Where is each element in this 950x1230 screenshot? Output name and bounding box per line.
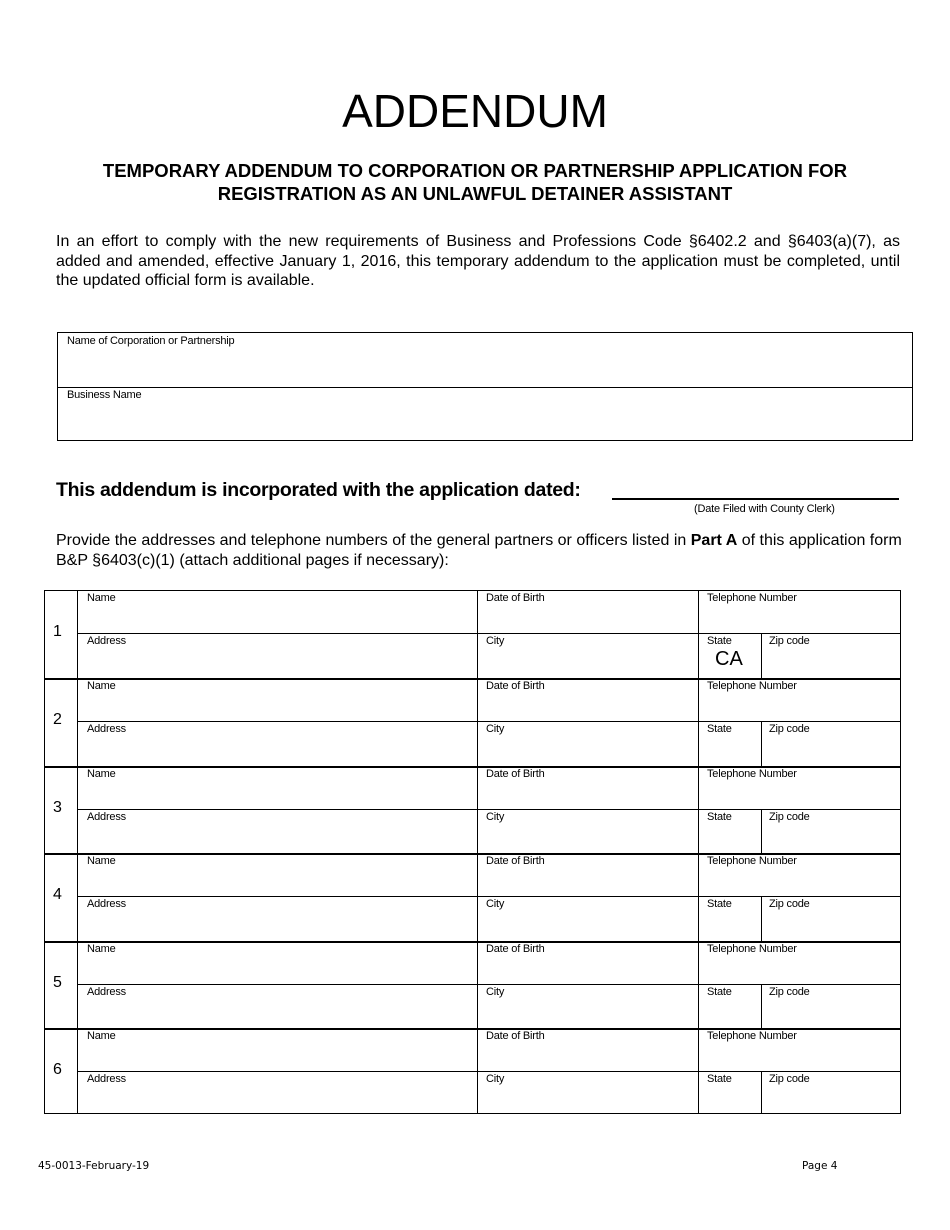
entry-col-divider [698, 1029, 699, 1113]
address-field[interactable]: Address [87, 635, 126, 647]
entry-number-cell [45, 591, 78, 679]
entry-number: 6 [53, 1061, 62, 1078]
address-field[interactable]: Address [87, 811, 126, 823]
address-field[interactable]: Address [87, 1073, 126, 1085]
date-of-birth-field[interactable]: Date of Birth [486, 768, 545, 780]
name-field[interactable]: Name [87, 1030, 116, 1042]
address-field[interactable]: Address [87, 898, 126, 910]
corporation-info-box [57, 332, 913, 441]
zip-code-field[interactable]: Zip code [769, 811, 810, 823]
officer-entry-1 [45, 591, 900, 679]
officer-entry-3 [45, 767, 900, 854]
entry-number: 5 [53, 974, 62, 991]
telephone-field[interactable]: Telephone Number [707, 943, 797, 955]
entry-number: 4 [53, 886, 62, 903]
telephone-field[interactable]: Telephone Number [707, 592, 797, 604]
officer-entry-2 [45, 679, 900, 767]
entry-number-cell [45, 854, 78, 942]
entry-mid-divider [78, 1071, 900, 1072]
zip-code-field[interactable]: Zip code [769, 635, 810, 647]
subtitle-line-2: REGISTRATION AS AN UNLAWFUL DETAINER ASSISTANT [217, 183, 733, 204]
entry-col-divider [761, 1071, 762, 1113]
application-dated-label: This addendum is incorporated with the application dated: [56, 479, 581, 501]
corporation-box-divider [58, 387, 912, 388]
date-of-birth-field[interactable]: Date of Birth [486, 855, 545, 867]
subtitle-line-1: TEMPORARY ADDENDUM TO CORPORATION OR PARTNERSHIP APPLICATION FOR [102, 160, 848, 181]
corporation-name-label: Name of Corporation or Partnership [67, 335, 235, 347]
name-field[interactable]: Name [87, 768, 116, 780]
name-field[interactable]: Name [87, 592, 116, 604]
entry-mid-divider [78, 809, 900, 810]
date-of-birth-field[interactable]: Date of Birth [486, 1030, 545, 1042]
name-field[interactable]: Name [87, 943, 116, 955]
city-field[interactable]: City [486, 723, 505, 735]
entry-number-cell [45, 1029, 78, 1113]
instructions-paragraph [56, 531, 906, 570]
form-id: 45-0013-February-19 [38, 1160, 150, 1172]
city-field[interactable]: City [486, 811, 505, 823]
entry-col-divider [761, 633, 762, 679]
entry-number: 2 [53, 711, 62, 728]
city-field[interactable]: City [486, 1073, 505, 1085]
entry-col-divider [477, 767, 478, 854]
entry-number-cell [45, 767, 78, 854]
telephone-field[interactable]: Telephone Number [707, 768, 797, 780]
entry-col-divider [477, 1029, 478, 1113]
entry-col-divider [698, 679, 699, 767]
zip-code-field[interactable]: Zip code [769, 986, 810, 998]
entry-col-divider [761, 984, 762, 1029]
entry-col-divider [698, 591, 699, 679]
telephone-field[interactable]: Telephone Number [707, 680, 797, 692]
date-filed-caption: (Date Filed with County Clerk) [694, 503, 835, 515]
entry-col-divider [761, 809, 762, 854]
zip-code-field[interactable]: Zip code [769, 898, 810, 910]
state-field[interactable]: State [707, 898, 732, 910]
intro-paragraph: In an effort to comply with the new requirements of Business and Professions Code §6402.2 and §6403(a)(7), as added and amended, effective January 1, 2016, this temporary addendum to the application must be completed, until the updated official form is available. [56, 233, 900, 289]
telephone-field[interactable]: Telephone Number [707, 855, 797, 867]
entry-col-divider [698, 767, 699, 854]
name-field[interactable]: Name [87, 855, 116, 867]
state-field[interactable]: State [707, 1073, 732, 1085]
officer-entry-5 [45, 942, 900, 1029]
entry-col-divider [761, 896, 762, 942]
instructions-part-a: Part A [690, 532, 738, 549]
page-number: Page 4 [802, 1160, 838, 1172]
date-of-birth-field[interactable]: Date of Birth [486, 943, 545, 955]
city-field[interactable]: City [486, 635, 505, 647]
entry-mid-divider [78, 633, 900, 634]
state-value: CA [715, 648, 743, 670]
entry-number: 3 [53, 799, 62, 816]
entry-mid-divider [78, 896, 900, 897]
address-field[interactable]: Address [87, 986, 126, 998]
entry-number-cell [45, 942, 78, 1029]
instructions-text-2: of this application form B&P §6403(c)(1) (attach additional pages if necessary): [56, 532, 902, 569]
entry-col-divider [477, 854, 478, 942]
entry-col-divider [698, 854, 699, 942]
entry-mid-divider [78, 721, 900, 722]
form-subtitle [40, 159, 910, 205]
name-field[interactable]: Name [87, 680, 116, 692]
officer-entry-6 [45, 1029, 900, 1113]
business-name-label: Business Name [67, 389, 142, 401]
entry-col-divider [477, 591, 478, 679]
telephone-field[interactable]: Telephone Number [707, 1030, 797, 1042]
application-date-field[interactable] [612, 498, 899, 500]
entry-col-divider [698, 942, 699, 1029]
address-field[interactable]: Address [87, 723, 126, 735]
entry-mid-divider [78, 984, 900, 985]
state-field[interactable]: State [707, 635, 732, 647]
state-field[interactable]: State [707, 723, 732, 735]
zip-code-field[interactable]: Zip code [769, 1073, 810, 1085]
entry-col-divider [761, 721, 762, 767]
city-field[interactable]: City [486, 986, 505, 998]
state-field[interactable]: State [707, 986, 732, 998]
city-field[interactable]: City [486, 898, 505, 910]
officer-entry-4 [45, 854, 900, 942]
officers-table [44, 590, 901, 1114]
date-of-birth-field[interactable]: Date of Birth [486, 592, 545, 604]
state-field[interactable]: State [707, 811, 732, 823]
zip-code-field[interactable]: Zip code [769, 723, 810, 735]
date-of-birth-field[interactable]: Date of Birth [486, 680, 545, 692]
entry-col-divider [477, 679, 478, 767]
entry-number-cell [45, 679, 78, 767]
instructions-text-1: Provide the addresses and telephone numbers of the general partners or officers listed in [56, 532, 691, 549]
entry-number: 1 [53, 623, 62, 640]
entry-col-divider [477, 942, 478, 1029]
page-title: ADDENDUM [342, 85, 608, 137]
